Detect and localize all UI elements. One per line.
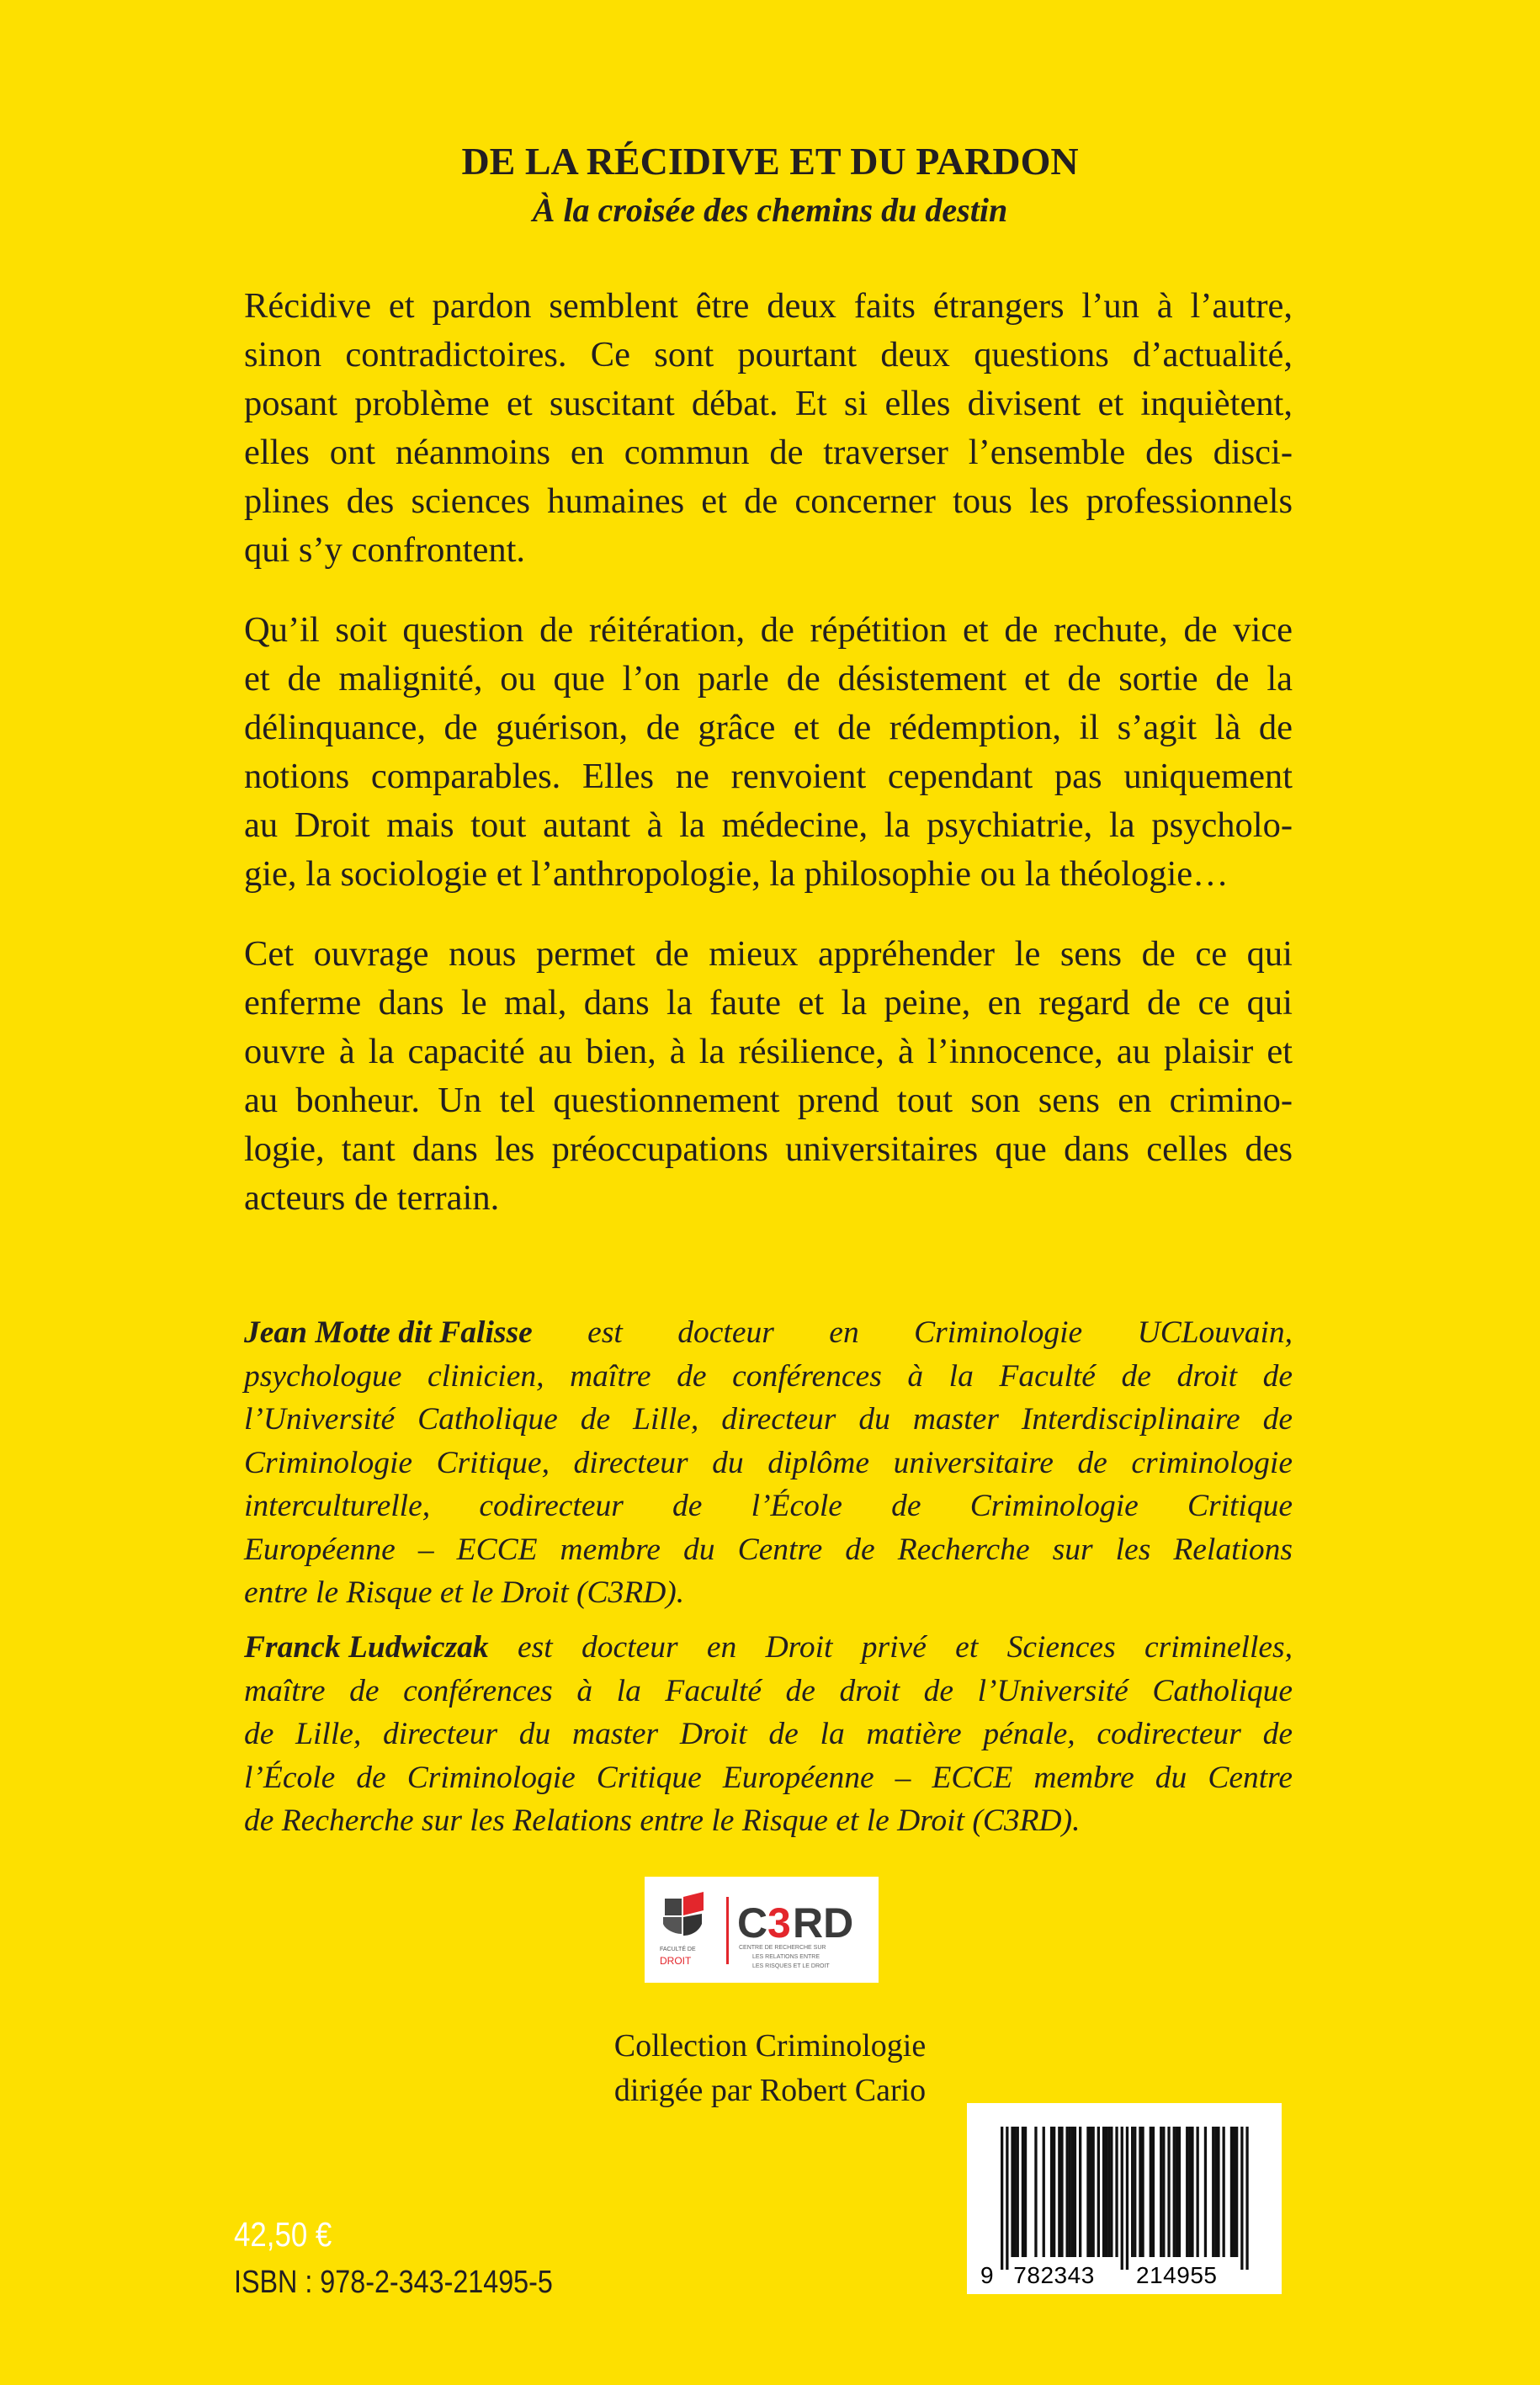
barcode-bar: [1017, 2127, 1019, 2257]
logo-faculty-caption: FACULTÉ DE: [660, 1947, 696, 1952]
barcode-bar: [1186, 2127, 1188, 2257]
barcode-bar: [1105, 2127, 1107, 2257]
c3rd-wordmark-c: C: [737, 1899, 768, 1947]
book-subtitle: À la croisée des chemins du destin: [532, 191, 1008, 229]
text-line: Européenne – ECCE membre du Centre de Recherche sur les Relations: [244, 1532, 1293, 1567]
barcode-bar: [1071, 2127, 1074, 2257]
barcode-bar: [1223, 2127, 1225, 2257]
text-line: Criminologie Critique, directeur du diplôme universitaire de criminologie: [244, 1445, 1293, 1480]
barcode-bar: [1011, 2127, 1013, 2257]
barcode-bar: [1050, 2127, 1053, 2257]
barcode-bar: [1139, 2127, 1141, 2257]
text-line: interculturelle, codirecteur de l’École de Criminologie Critique: [244, 1489, 1293, 1523]
c3rd-caption: LES RELATIONS ENTRE: [752, 1954, 820, 1960]
summary-paragraph-1: [244, 282, 1293, 575]
faculty-crest-icon: [645, 1877, 879, 1983]
barcode-bar: [1001, 2127, 1003, 2270]
barcode-bar: [1024, 2127, 1027, 2257]
barcode-bar: [1230, 2127, 1233, 2257]
barcode-bar: [1178, 2127, 1181, 2257]
text-line: Récidive et pardon semblent être deux faits étrangers l’un à l’autre,: [244, 286, 1293, 326]
author-name: Jean Motte dit Falisse: [244, 1315, 533, 1350]
barcode-bar: [1102, 2127, 1105, 2257]
barcode-bar: [1097, 2127, 1100, 2257]
text-line: psychologue clinicien, maître de conférences à la Faculté de droit de: [244, 1358, 1293, 1394]
barcode-bar: [1204, 2127, 1207, 2257]
barcode-bar: [1191, 2127, 1193, 2257]
barcode-bar: [1160, 2127, 1162, 2257]
barcode-bar: [1092, 2127, 1095, 2257]
author-name: Franck Ludwiczak: [244, 1630, 489, 1665]
c3rd-wordmark-3: 3: [767, 1899, 791, 1947]
barcode-bar: [1066, 2127, 1069, 2257]
logo-droit-label: DROIT: [660, 1955, 692, 1967]
barcode-bar: [1014, 2127, 1017, 2257]
barcode-bar: [1115, 2127, 1118, 2257]
barcode-bar: [1235, 2127, 1238, 2257]
barcode-digits: 9: [980, 2262, 994, 2288]
collection-name: Collection Criminologie: [613, 2028, 927, 2064]
bio-first-line: [244, 1311, 1293, 1355]
author-bio-2: [244, 1626, 1293, 1843]
text-line: l’École de Criminologie Critique Européenne – ECCE membre du Centre: [244, 1760, 1293, 1795]
barcode-bar: [1214, 2127, 1217, 2257]
partner-logo: [645, 1877, 879, 1983]
barcode-bar: [1060, 2127, 1063, 2257]
barcode-bar: [1150, 2127, 1152, 2257]
barcode-bar: [1173, 2127, 1176, 2257]
text-line: et de malignité, ou que l’on parle de désistement et de sortie de la: [244, 659, 1293, 699]
text-line: Qu’il soit question de réitération, de répétition et de rechute, de vice: [244, 610, 1293, 650]
text-line: Cet ouvrage nous permet de mieux appréhender le sens de ce qui: [244, 934, 1293, 974]
barcode-bar: [1240, 2127, 1243, 2270]
barcode-bar: [1233, 2127, 1235, 2257]
barcode-digits: 782343: [1013, 2262, 1095, 2288]
text-line: qui s’y confrontent.: [244, 530, 526, 570]
barcode-digits: 214955: [1136, 2262, 1217, 2288]
collection-info: [0, 2024, 1540, 2113]
barcode-bar: [1245, 2127, 1248, 2270]
barcode-bar: [1134, 2127, 1136, 2257]
barcode-bar: [1089, 2127, 1091, 2257]
isbn: ISBN : 978-2-343-21495-5: [234, 2265, 553, 2300]
summary-paragraph-2: [244, 606, 1293, 899]
text-line: plines des sciences humaines et de concerner tous les professionnels: [244, 481, 1293, 521]
barcode-bar: [1141, 2127, 1144, 2257]
text-line: l’Université Catholique de Lille, directeur du master Interdisciplinaire de: [244, 1402, 1293, 1437]
price: 42,50 €: [234, 2215, 332, 2254]
c3rd-wordmark-rd: RD: [793, 1899, 854, 1947]
barcode-bar: [1107, 2127, 1110, 2257]
barcode-bar: [1217, 2127, 1219, 2257]
barcode-bar: [1131, 2127, 1134, 2257]
text-line: ouvre à la capacité au bien, à la résilience, à l’innocence, au plaisir et: [244, 1032, 1293, 1071]
text-line: entre le Risque et le Droit (C3RD).: [244, 1575, 685, 1610]
text-line: de Recherche sur les Relations entre le Risque et le Droit (C3RD).: [244, 1803, 1081, 1838]
author-bio-1: [244, 1311, 1293, 1615]
book-title: DE LA RÉCIDIVE ET DU PARDON: [461, 140, 1079, 183]
barcode-bar: [1152, 2127, 1155, 2257]
text-line: gie, la sociologie et l’anthropologie, la philosophie ou la théologie…: [244, 854, 1229, 894]
text-line: elles ont néanmoins en commun de traverser l’ensemble des disci-: [244, 433, 1293, 472]
bio-first-line: [244, 1626, 1293, 1670]
text-line: délinquance, de guérison, de grâce et de rédemption, il s’agit là de: [244, 708, 1293, 747]
text-line: notions comparables. Elles ne renvoient cependant pas uniquement: [244, 757, 1293, 796]
text-line: maître de conférences à la Faculté de droit de l’Université Catholique: [244, 1673, 1293, 1708]
text-line: logie, tant dans les préoccupations universitaires que dans celles des: [244, 1129, 1293, 1169]
text-line: sinon contradictoires. Ce sont pourtant deux questions d’actualité,: [244, 335, 1293, 374]
barcode-bar: [1167, 2127, 1170, 2257]
barcode-bar: [1058, 2127, 1060, 2257]
barcode-bar: [1110, 2127, 1113, 2257]
c3rd-caption: LES RISQUES ET LE DROIT: [752, 1963, 830, 1969]
text-line: est docteur en Droit privé et Sciences criminelles,: [488, 1630, 1293, 1665]
text-line: enferme dans le mal, dans la faute et la peine, en regard de ce qui: [244, 983, 1293, 1023]
barcode-bar: [1006, 2127, 1008, 2270]
collection-director: dirigée par Robert Cario: [613, 2073, 927, 2108]
barcode-bar: [1079, 2127, 1081, 2257]
text-line: acteurs de terrain.: [244, 1178, 500, 1218]
barcode-bar: [1212, 2127, 1214, 2257]
barcode-bar: [1053, 2127, 1055, 2257]
barcode-bar: [1074, 2127, 1076, 2257]
barcode-bar: [1034, 2127, 1037, 2257]
barcode-bar: [1086, 2127, 1089, 2257]
barcode-bar: [1188, 2127, 1191, 2257]
text-line: posant problème et suscitant débat. Et si elles divisent et inquiètent,: [244, 384, 1293, 423]
text-line: au bonheur. Un tel questionnement prend tout son sens en crimino-: [244, 1081, 1293, 1120]
barcode-bar: [1043, 2127, 1045, 2257]
barcode-bar: [1022, 2127, 1024, 2257]
summary-paragraph-3: [244, 930, 1293, 1223]
text-line: au Droit mais tout autant à la médecine, la psychiatrie, la psycholo-: [244, 805, 1293, 845]
text-line: est docteur en Criminologie UCLouvain,: [532, 1315, 1293, 1350]
barcode-bar: [1162, 2127, 1165, 2257]
barcode-bar: [1197, 2127, 1199, 2257]
barcode-bar: [1069, 2127, 1071, 2257]
barcode-bar: [1126, 2127, 1128, 2270]
c3rd-caption: CENTRE DE RECHERCHE SUR: [739, 1945, 826, 1951]
barcode-bar: [1121, 2127, 1123, 2270]
barcode-bar: [1176, 2127, 1178, 2257]
barcode: [967, 2103, 1282, 2294]
text-line: de Lille, directeur du master Droit de la matière pénale, codirecteur de: [244, 1717, 1293, 1751]
